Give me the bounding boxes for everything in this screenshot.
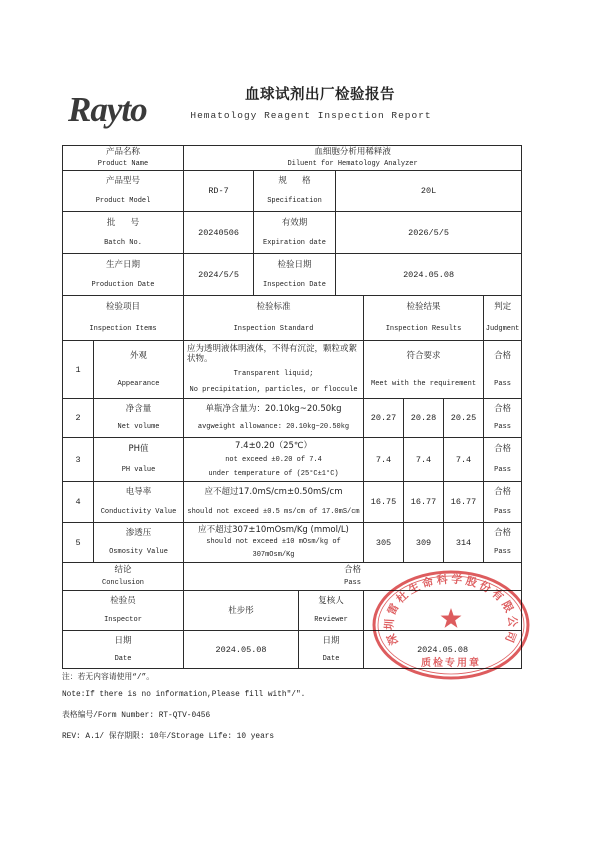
product-model-label-zh: 产品型号	[106, 176, 141, 187]
header-items	[63, 296, 183, 340]
item-name-en: Conductivity Value	[100, 507, 177, 516]
specification-label-cell	[254, 171, 336, 212]
item-judgment-en: Pass	[494, 466, 511, 474]
item-name	[94, 341, 183, 398]
item-judgment-en: Pass	[494, 379, 511, 388]
inspector-label-cell	[63, 591, 184, 631]
item-number: 1	[63, 341, 94, 399]
item-result-value: 16.77	[444, 482, 484, 523]
conclusion-value-zh: 合格	[344, 565, 362, 575]
item-name-en: PH value	[121, 466, 156, 474]
expiration-date-label-zh: 有效期	[281, 217, 308, 228]
item-standard	[184, 523, 363, 562]
item-standard-line: avgweight allowance: 20.10kg~20.50kg	[197, 423, 350, 432]
item-result-value: 20.28	[404, 399, 444, 438]
product-name-value	[184, 146, 521, 170]
inspector-date-label-en: Date	[114, 654, 132, 663]
item-standard-line: 应为透明液体明液体，不得有沉淀，颗粒或絮状物。	[187, 344, 358, 365]
item-name-zh: 渗透压	[125, 528, 152, 538]
item-judgment-zh: 合格	[494, 528, 512, 538]
item-name	[94, 399, 183, 437]
item-judgment-zh: 合格	[494, 487, 512, 498]
item-name-zh: PH值	[128, 444, 149, 454]
reviewer-label-zh: 复核人	[318, 596, 344, 606]
item-judgment-zh: 合格	[494, 444, 512, 454]
inspector-date-label	[63, 631, 183, 668]
item-number: 3	[63, 438, 94, 482]
item-judgment-en: Pass	[494, 548, 511, 556]
item-name-zh: 外观	[130, 350, 148, 361]
product-name-value-cell	[184, 146, 522, 171]
report-title-zh: 血球试剂出厂检验报告	[245, 87, 395, 103]
item-judgment	[484, 482, 521, 522]
item-standard-cell	[184, 341, 364, 399]
item-standard-line: not exceed ±0.20 of 7.4	[225, 455, 322, 464]
seal-star-icon	[441, 608, 462, 628]
item-name	[94, 438, 183, 481]
seal-bottom-text: 质检专用章	[421, 658, 481, 669]
item-standard-cell	[184, 399, 364, 438]
reviewer-date-value: 2024.05.08	[364, 631, 522, 669]
item-standard	[184, 399, 363, 437]
product-name-label-cell	[63, 146, 184, 171]
item-standard-line: 应不超过17.0mS/cm±0.50mS/cm	[204, 487, 343, 498]
batch-no-label-en: Batch No.	[104, 238, 142, 247]
item-name-cell	[94, 438, 184, 482]
inspector-date-value: 2024.05.08	[184, 631, 299, 669]
item-judgment-zh: 合格	[494, 403, 512, 414]
header-judgment-zh: 判定	[494, 302, 512, 313]
header-items-cell	[63, 296, 184, 341]
batch-no-label-zh: 批号	[106, 217, 155, 228]
product-name-label-en: Product Name	[97, 159, 149, 168]
product-name-label	[63, 146, 183, 170]
item-result-value: 314	[444, 523, 484, 563]
item-standard-cell	[184, 523, 364, 563]
reviewer-date-label-cell	[299, 631, 364, 669]
item-judgment	[484, 523, 521, 562]
report-title-en: Hematology Reagent Inspection Report	[190, 110, 432, 121]
inspection-row-net-volume	[63, 399, 522, 438]
item-result-value: 20.25	[444, 399, 484, 438]
item-judgment-cell	[484, 482, 522, 523]
specification-label	[254, 171, 335, 211]
product-name-value-zh: 血细胞分析用稀释液	[314, 147, 391, 158]
inspection-header-row	[63, 296, 522, 341]
item-result-value: 20.27	[364, 399, 404, 438]
item-standard	[184, 482, 363, 522]
item-result	[364, 341, 483, 398]
inspection-date-value: 2024.05.08	[336, 254, 522, 296]
reviewer-label-cell	[299, 591, 364, 631]
inspector-date-label-cell	[63, 631, 184, 669]
item-result-value: 309	[404, 523, 444, 563]
item-standard-line: 单瓶净含量为：20.10kg~20.50kg	[205, 403, 342, 414]
item-standard-cell	[184, 482, 364, 523]
item-standard-line: should not exceed ±0.5 ms/cm of 17.0mS/cm	[187, 507, 360, 516]
item-number: 5	[63, 523, 94, 563]
production-date-label	[63, 254, 183, 295]
item-name-cell	[94, 523, 184, 563]
expiration-date-value: 2026/5/5	[336, 212, 522, 254]
item-result-en: Meet with the requirement	[371, 379, 477, 388]
item-name-zh: 净含量	[125, 403, 152, 414]
conclusion-label	[63, 563, 183, 590]
item-standard-line: No precipitation, particles, or floccule	[189, 385, 358, 394]
item-judgment-zh: 合格	[494, 350, 512, 361]
reviewer-label-en: Reviewer	[314, 616, 348, 624]
item-standard-line: 7.4±0.20（25℃）	[235, 440, 312, 451]
batch-no-label	[63, 212, 183, 253]
reviewer-date-label-en: Date	[322, 654, 340, 663]
inspection-row-ph	[63, 438, 522, 482]
header-standard-zh: 检验标准	[256, 302, 291, 313]
product-name-label-zh: 产品名称	[106, 147, 141, 158]
item-name	[94, 523, 183, 562]
form-number: 表格编号/Form Number: RT-QTV-0456	[62, 712, 211, 720]
inspector-label-zh: 检验员	[110, 596, 136, 606]
conclusion-label-en: Conclusion	[102, 579, 145, 587]
inspection-date-label-en: Inspection Date	[263, 280, 327, 289]
item-standard-line: 307mOsm/Kg	[252, 551, 295, 560]
inspection-row-conductivity	[63, 482, 522, 523]
item-result-value: 16.77	[404, 482, 444, 523]
inspection-date-label-zh: 检验日期	[277, 259, 312, 270]
item-standard-line: should not exceed ±10 mOsm/kg of	[206, 538, 341, 547]
item-name-en: Net volume	[117, 423, 160, 432]
specification-label-en: Specification	[267, 196, 322, 205]
header-items-en: Inspection Items	[89, 324, 157, 333]
header-standard-en: Inspection Standard	[233, 324, 314, 333]
item-name-cell	[94, 482, 184, 523]
item-name-cell	[94, 341, 184, 399]
item-judgment-cell	[484, 399, 522, 438]
item-name-en: Appearance	[117, 379, 160, 388]
inspection-date-label	[254, 254, 335, 295]
item-name-en: Osmosity Value	[109, 548, 168, 556]
dates-row	[63, 254, 522, 296]
header-items-zh: 检验项目	[106, 302, 141, 313]
inspector-date-label-zh: 日期	[114, 635, 132, 646]
item-result-value: 7.4	[404, 438, 444, 482]
item-judgment	[484, 438, 521, 481]
conclusion-value-en: Pass	[344, 579, 361, 587]
product-name-row	[63, 146, 522, 171]
company-seal	[370, 569, 532, 681]
conclusion-label-cell	[63, 563, 184, 591]
inspector-name: 杜步彤	[184, 591, 299, 631]
item-result-zh: 符合要求	[406, 350, 441, 361]
product-model-label-en: Product Model	[95, 196, 151, 205]
item-judgment-cell	[484, 523, 522, 563]
header-results-cell	[364, 296, 484, 341]
header-judgment	[484, 296, 521, 340]
item-judgment-en: Pass	[494, 423, 511, 432]
product-model-value: RD-7	[184, 171, 254, 212]
header-standard	[184, 296, 363, 340]
production-date-label-en: Production Date	[91, 280, 155, 289]
item-judgment-en: Pass	[494, 507, 511, 516]
batch-no-value: 20240506	[184, 212, 254, 254]
item-result-value: 7.4	[444, 438, 484, 482]
conclusion-label-zh: 结论	[114, 565, 132, 575]
note-zh: 注：若无内容请使用“/”。	[62, 674, 155, 682]
product-name-value-en: Diluent for Hematology Analyzer	[287, 159, 418, 168]
item-result-value: 7.4	[364, 438, 404, 482]
production-date-label-zh: 生产日期	[106, 259, 141, 270]
item-standard	[184, 341, 363, 398]
reviewer-date-label-zh: 日期	[322, 635, 340, 646]
inspection-row-osmosity	[63, 523, 522, 563]
item-standard	[184, 438, 363, 481]
header-judgment-cell	[484, 296, 522, 341]
expiration-date-label-en: Expiration date	[263, 238, 327, 247]
item-result-value: 305	[364, 523, 404, 563]
inspection-row-appearance	[63, 341, 522, 399]
header-standard-cell	[184, 296, 364, 341]
note-en: Note:If there is no information,Please fill with"/".	[62, 691, 306, 699]
revision-storage-life: REV: A.1/ 保存期限: 10年/Storage Life: 10 years	[62, 733, 275, 741]
batch-no-label-cell	[63, 212, 184, 254]
item-judgment-cell	[484, 341, 522, 399]
item-name-cell	[94, 399, 184, 438]
item-name	[94, 482, 183, 522]
specification-value: 20L	[336, 171, 522, 212]
item-name-zh: 电导率	[125, 487, 152, 498]
product-model-label	[63, 171, 183, 211]
reviewer-label	[299, 591, 363, 630]
item-judgment-cell	[484, 438, 522, 482]
inspector-label	[63, 591, 183, 630]
production-date-label-cell	[63, 254, 184, 296]
seal-ring-textpath: 深圳雷杜生命科学股份有限公司	[382, 572, 520, 648]
reviewer-date-label	[299, 631, 363, 668]
item-standard-line: Transparent liquid;	[233, 370, 314, 379]
item-number: 4	[63, 482, 94, 523]
expiration-date-label-cell	[254, 212, 336, 254]
item-result-value: 16.75	[364, 482, 404, 523]
header-judgment-en: Judgment	[485, 324, 520, 333]
item-standard-line: under temperature of (25°C±1°C)	[208, 469, 339, 478]
product-model-row	[63, 171, 522, 212]
expiration-date-label	[254, 212, 335, 253]
production-date-value: 2024/5/5	[184, 254, 254, 296]
specification-label-zh: 规格	[278, 176, 326, 187]
item-result-cell	[364, 341, 484, 399]
header-results	[364, 296, 483, 340]
header-results-en: Inspection Results	[385, 324, 462, 333]
item-standard-cell	[184, 438, 364, 482]
item-judgment	[484, 399, 521, 437]
inspection-date-label-cell	[254, 254, 336, 296]
product-model-label-cell	[63, 171, 184, 212]
header-results-zh: 检验结果	[406, 302, 441, 313]
item-standard-line: 应不超过307±10mOsm/Kg (mmol/L)	[198, 524, 349, 535]
batch-row	[63, 212, 522, 254]
rayto-logo: Rayto	[68, 90, 147, 129]
inspector-label-en: Inspector	[104, 616, 142, 624]
item-judgment	[484, 341, 521, 398]
item-number: 2	[63, 399, 94, 438]
